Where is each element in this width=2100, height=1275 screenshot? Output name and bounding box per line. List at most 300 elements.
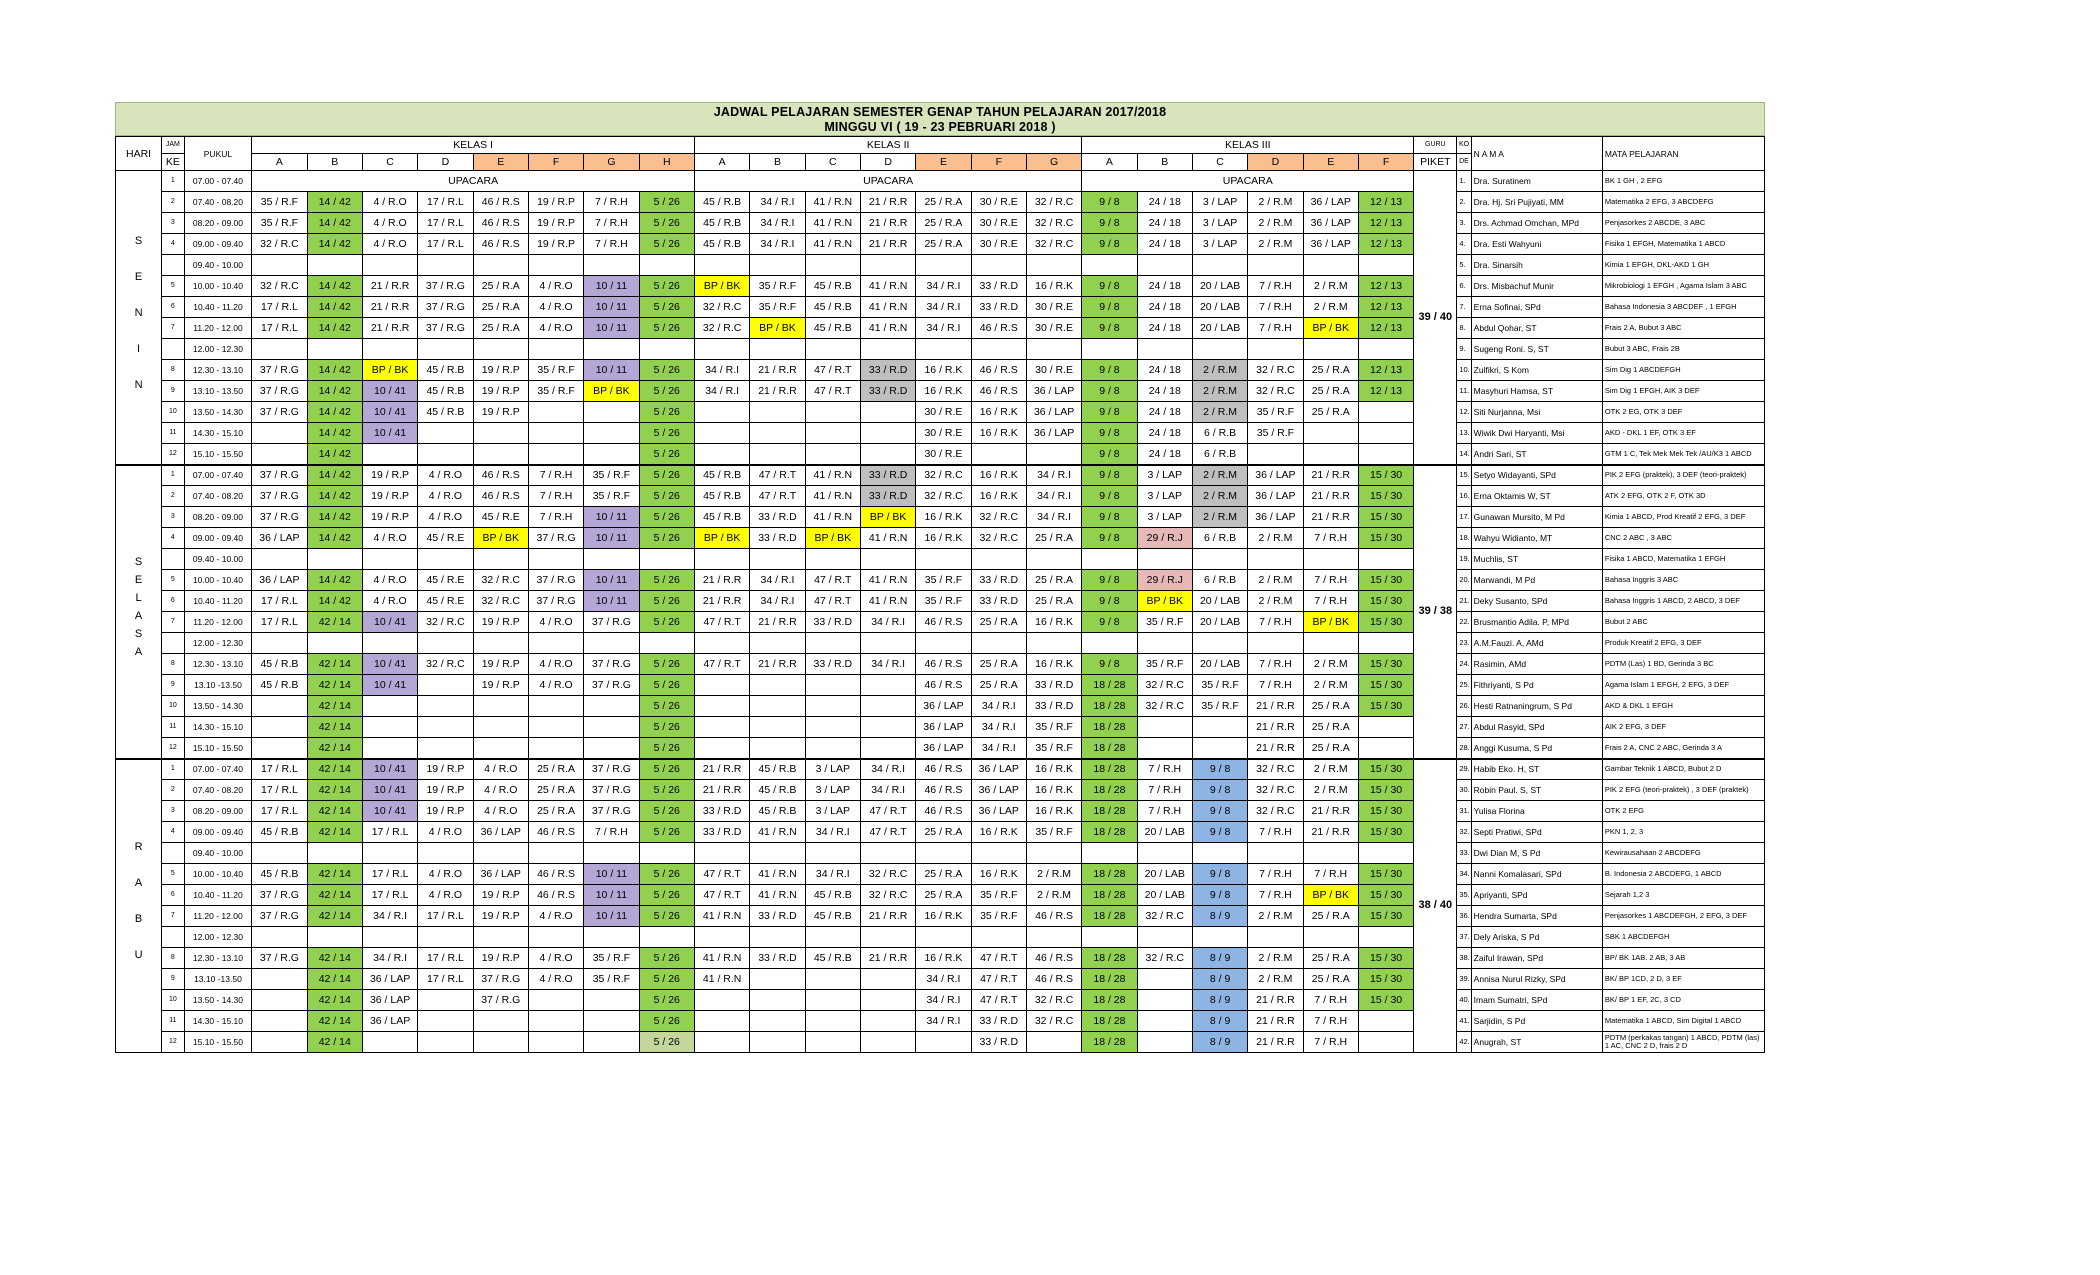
lesson-cell <box>252 990 307 1011</box>
jam-ke: 9 <box>162 381 185 402</box>
lesson-cell: 41 / R.N <box>860 276 915 297</box>
jam-ke <box>162 927 185 948</box>
lesson-cell: 19 / R.P <box>418 759 473 780</box>
lesson-cell <box>860 402 915 423</box>
lesson-cell: 7 / R.H <box>1137 759 1192 780</box>
schedule-row <box>116 486 1765 507</box>
lesson-cell <box>1137 927 1192 948</box>
lesson-cell: 47 / R.T <box>805 360 860 381</box>
lesson-cell <box>584 843 639 864</box>
lesson-cell <box>750 1032 805 1053</box>
lesson-cell: 25 / R.A <box>916 234 971 255</box>
lesson-cell: 32 / R.C <box>1248 780 1303 801</box>
lesson-cell <box>750 255 805 276</box>
lesson-cell: 25 / R.A <box>971 675 1026 696</box>
lesson-cell: 32 / R.C <box>971 528 1026 549</box>
lesson-cell: 21 / R.R <box>860 906 915 927</box>
schedule-row <box>116 360 1765 381</box>
upacara-k3: UPACARA <box>1082 171 1414 192</box>
teacher-code: 35. <box>1457 885 1471 906</box>
lesson-cell <box>750 927 805 948</box>
lesson-cell <box>694 1032 749 1053</box>
teacher-code: 6. <box>1457 276 1471 297</box>
lesson-cell: 45 / R.B <box>750 759 805 780</box>
lesson-cell: 18 / 28 <box>1082 990 1137 1011</box>
lesson-cell <box>584 423 639 444</box>
teacher-subjects: Penjasorkes 2 ABCDE, 3 ABC <box>1602 213 1764 234</box>
lesson-cell: 21 / R.R <box>362 276 417 297</box>
teacher-name: Erna Sofinai, SPd <box>1471 297 1602 318</box>
schedule-row <box>116 213 1765 234</box>
upacara-k2: UPACARA <box>694 171 1081 192</box>
lesson-cell: 35 / R.F <box>750 276 805 297</box>
lesson-cell: 3 / LAP <box>1137 507 1192 528</box>
jam-ke: 11 <box>162 423 185 444</box>
lesson-cell: 47 / R.T <box>805 570 860 591</box>
lesson-cell: 9 / 8 <box>1082 444 1137 465</box>
lesson-cell: 7 / R.H <box>1303 528 1358 549</box>
lesson-cell <box>1248 339 1303 360</box>
lesson-cell: 46 / R.S <box>916 675 971 696</box>
lesson-cell: 5 / 26 <box>639 696 694 717</box>
lesson-cell: 15 / 30 <box>1358 528 1413 549</box>
teacher-subjects: Penjasorkes 1 ABCDEFGH, 2 EFG, 3 DEF <box>1602 906 1764 927</box>
lesson-cell <box>805 549 860 570</box>
schedule-row <box>116 780 1765 801</box>
lesson-cell <box>1358 927 1413 948</box>
teacher-subjects: Bahasa Inggris 3 ABC <box>1602 570 1764 591</box>
lesson-cell <box>1248 255 1303 276</box>
header-kelas-3: KELAS III <box>1082 137 1414 154</box>
jam-ke: 3 <box>162 213 185 234</box>
lesson-cell <box>473 444 528 465</box>
lesson-cell <box>971 549 1026 570</box>
teacher-code: 11. <box>1457 381 1471 402</box>
lesson-cell: 17 / R.L <box>362 822 417 843</box>
lesson-cell: 17 / R.L <box>362 885 417 906</box>
lesson-cell: 4 / R.O <box>418 822 473 843</box>
day-name: S E N I N <box>132 234 145 397</box>
lesson-cell: 41 / R.N <box>860 591 915 612</box>
lesson-cell: 32 / R.C <box>860 885 915 906</box>
lesson-cell: 30 / R.E <box>971 213 1026 234</box>
teacher-code: 25. <box>1457 675 1471 696</box>
lesson-cell <box>473 633 528 654</box>
lesson-cell: 45 / R.B <box>418 360 473 381</box>
teacher-subjects: SBK 1 ABCDEFGH <box>1602 927 1764 948</box>
lesson-cell: 21 / R.R <box>750 360 805 381</box>
lesson-cell <box>639 633 694 654</box>
lesson-cell <box>418 444 473 465</box>
lesson-cell: 41 / R.N <box>805 486 860 507</box>
lesson-cell: 25 / R.A <box>528 801 583 822</box>
lesson-cell: 33 / R.D <box>750 507 805 528</box>
lesson-cell: 19 / R.P <box>473 612 528 633</box>
lesson-cell: 47 / R.T <box>860 822 915 843</box>
lesson-cell: 34 / R.I <box>860 654 915 675</box>
lesson-cell: 45 / R.B <box>694 465 749 486</box>
lesson-cell: 4 / R.O <box>528 969 583 990</box>
lesson-cell: 9 / 8 <box>1082 486 1137 507</box>
lesson-cell: 10 / 41 <box>362 612 417 633</box>
lesson-cell: 35 / R.F <box>252 213 307 234</box>
pukul: 10.00 - 10.40 <box>184 276 252 297</box>
schedule-row <box>116 738 1765 759</box>
pukul: 11.20 - 12.00 <box>184 318 252 339</box>
jam-ke: 4 <box>162 234 185 255</box>
lesson-cell: 18 / 28 <box>1082 822 1137 843</box>
lesson-cell: 21 / R.R <box>1248 1011 1303 1032</box>
lesson-cell: 42 / 14 <box>307 906 362 927</box>
lesson-cell: 20 / LAB <box>1192 654 1247 675</box>
schedule-row <box>116 927 1765 948</box>
lesson-cell <box>584 402 639 423</box>
schedule-row <box>116 171 1765 192</box>
lesson-cell: 12 / 13 <box>1358 297 1413 318</box>
teacher-name: Wahyu Widianto, MT <box>1471 528 1602 549</box>
lesson-cell: 34 / R.I <box>694 381 749 402</box>
lesson-cell: 5 / 26 <box>639 507 694 528</box>
lesson-cell: 7 / R.H <box>1303 990 1358 1011</box>
lesson-cell: 37 / R.G <box>584 759 639 780</box>
lesson-cell: 20 / LAB <box>1192 276 1247 297</box>
lesson-cell: 4 / R.O <box>418 465 473 486</box>
header-kelas-2: KELAS II <box>694 137 1081 154</box>
lesson-cell: 7 / R.H <box>528 486 583 507</box>
jam-ke: 6 <box>162 591 185 612</box>
lesson-cell: 16 / R.K <box>1026 276 1081 297</box>
lesson-cell: 7 / R.H <box>1303 591 1358 612</box>
lesson-cell: 6 / R.B <box>1192 528 1247 549</box>
lesson-cell: 46 / R.S <box>971 360 1026 381</box>
lesson-cell <box>362 255 417 276</box>
teacher-name: Marwandi, M Pd <box>1471 570 1602 591</box>
lesson-cell: 32 / R.C <box>971 507 1026 528</box>
lesson-cell: 46 / R.S <box>1026 948 1081 969</box>
lesson-cell <box>860 990 915 1011</box>
lesson-cell: 19 / R.P <box>473 906 528 927</box>
teacher-code: 27. <box>1457 717 1471 738</box>
lesson-cell: 30 / R.E <box>916 423 971 444</box>
teacher-subjects: Bubut 2 ABC <box>1602 612 1764 633</box>
lesson-cell: 10 / 11 <box>584 507 639 528</box>
lesson-cell: 46 / R.S <box>528 885 583 906</box>
lesson-cell: 34 / R.I <box>1026 486 1081 507</box>
lesson-cell <box>694 423 749 444</box>
pukul: 12.30 - 13.10 <box>184 654 252 675</box>
lesson-cell: 4 / R.O <box>362 528 417 549</box>
lesson-cell: 7 / R.H <box>1303 1032 1358 1053</box>
lesson-cell: 16 / R.K <box>1026 780 1081 801</box>
lesson-cell <box>1192 738 1247 759</box>
teacher-subjects: BK/ BP 1CD, 2 D, 3 EF <box>1602 969 1764 990</box>
header-k3-F: F <box>1358 154 1413 171</box>
lesson-cell: 5 / 26 <box>639 444 694 465</box>
lesson-cell: 47 / R.T <box>860 801 915 822</box>
schedule-table <box>115 136 1765 1053</box>
lesson-cell <box>1303 927 1358 948</box>
jam-ke <box>162 339 185 360</box>
lesson-cell: 30 / R.E <box>1026 318 1081 339</box>
lesson-cell: 34 / R.I <box>916 318 971 339</box>
lesson-cell: 25 / R.A <box>971 654 1026 675</box>
lesson-cell <box>307 339 362 360</box>
lesson-cell: 35 / R.F <box>916 591 971 612</box>
lesson-cell: 4 / R.O <box>362 213 417 234</box>
lesson-cell <box>750 696 805 717</box>
lesson-cell <box>805 423 860 444</box>
lesson-cell <box>860 1032 915 1053</box>
lesson-cell: 14 / 42 <box>307 297 362 318</box>
lesson-cell <box>362 717 417 738</box>
lesson-cell <box>252 969 307 990</box>
teacher-subjects: Matematika 1 ABCD, Sim Digital 1 ABCD <box>1602 1011 1764 1032</box>
lesson-cell: 32 / R.C <box>694 297 749 318</box>
lesson-cell: 25 / R.A <box>1303 717 1358 738</box>
lesson-cell <box>860 927 915 948</box>
lesson-cell <box>473 738 528 759</box>
lesson-cell: 10 / 41 <box>362 423 417 444</box>
schedule-row <box>116 234 1765 255</box>
lesson-cell: 4 / R.O <box>473 780 528 801</box>
lesson-cell: 20 / LAB <box>1192 297 1247 318</box>
lesson-cell <box>1303 843 1358 864</box>
lesson-cell: 47 / R.T <box>694 885 749 906</box>
lesson-cell: 37 / R.G <box>584 675 639 696</box>
lesson-cell: 5 / 26 <box>639 381 694 402</box>
lesson-cell <box>418 1011 473 1032</box>
lesson-cell <box>528 717 583 738</box>
lesson-cell: 15 / 30 <box>1358 654 1413 675</box>
lesson-cell: 37 / R.G <box>252 402 307 423</box>
lesson-cell <box>860 675 915 696</box>
pukul: 09.40 - 10.00 <box>184 843 252 864</box>
jam-ke: 7 <box>162 906 185 927</box>
lesson-cell: 33 / R.D <box>694 801 749 822</box>
lesson-cell: 35 / R.F <box>584 465 639 486</box>
lesson-cell: 10 / 41 <box>362 402 417 423</box>
lesson-cell: 19 / R.P <box>473 885 528 906</box>
lesson-cell: 32 / R.C <box>860 864 915 885</box>
lesson-cell: 37 / R.G <box>252 906 307 927</box>
lesson-cell: 25 / R.A <box>916 822 971 843</box>
schedule-row <box>116 591 1765 612</box>
lesson-cell: 46 / R.S <box>916 654 971 675</box>
lesson-cell: 42 / 14 <box>307 654 362 675</box>
lesson-cell <box>750 402 805 423</box>
teacher-code: 39. <box>1457 969 1471 990</box>
lesson-cell: 9 / 8 <box>1192 885 1247 906</box>
lesson-cell: 35 / R.F <box>1026 822 1081 843</box>
lesson-cell: 17 / R.L <box>418 213 473 234</box>
lesson-cell: 33 / R.D <box>750 906 805 927</box>
lesson-cell: 46 / R.S <box>473 486 528 507</box>
lesson-cell <box>639 927 694 948</box>
lesson-cell <box>1082 255 1137 276</box>
lesson-cell: 37 / R.G <box>473 969 528 990</box>
header-de: DE <box>1457 154 1471 171</box>
lesson-cell: 45 / R.B <box>694 234 749 255</box>
pukul: 12.00 - 12.30 <box>184 339 252 360</box>
pukul: 12.00 - 12.30 <box>184 927 252 948</box>
teacher-name: Dra. Hj. Sri Pujiyati, MM <box>1471 192 1602 213</box>
teacher-code: 18. <box>1457 528 1471 549</box>
lesson-cell: 35 / R.F <box>1137 612 1192 633</box>
lesson-cell: 5 / 26 <box>639 1032 694 1053</box>
lesson-cell: 36 / LAP <box>1248 465 1303 486</box>
lesson-cell <box>1082 549 1137 570</box>
lesson-cell: 2 / R.M <box>1192 465 1247 486</box>
lesson-cell <box>916 339 971 360</box>
lesson-cell: 18 / 28 <box>1082 969 1137 990</box>
lesson-cell: 5 / 26 <box>639 906 694 927</box>
lesson-cell: 19 / R.P <box>473 360 528 381</box>
lesson-cell <box>860 738 915 759</box>
header-k2-B: B <box>750 154 805 171</box>
teacher-name: Yulisa Florina <box>1471 801 1602 822</box>
lesson-cell: BP / BK <box>860 507 915 528</box>
lesson-cell: 4 / R.O <box>473 759 528 780</box>
lesson-cell: 6 / R.B <box>1192 423 1247 444</box>
lesson-cell: 24 / 18 <box>1137 318 1192 339</box>
lesson-cell: 42 / 14 <box>307 801 362 822</box>
header-hari: HARI <box>116 137 162 171</box>
lesson-cell: 10 / 41 <box>362 801 417 822</box>
lesson-cell <box>860 339 915 360</box>
lesson-cell <box>528 444 583 465</box>
header-k3-A: A <box>1082 154 1137 171</box>
lesson-cell: 14 / 42 <box>307 486 362 507</box>
lesson-cell: 32 / R.C <box>1026 990 1081 1011</box>
teacher-code: 26. <box>1457 696 1471 717</box>
lesson-cell: 5 / 26 <box>639 234 694 255</box>
lesson-cell: BP / BK <box>1303 612 1358 633</box>
schedule-row <box>116 885 1765 906</box>
jam-ke: 7 <box>162 612 185 633</box>
lesson-cell: 34 / R.I <box>860 780 915 801</box>
teacher-subjects: Bahasa Inggris 1 ABCD, 2 ABCD, 3 DEF <box>1602 591 1764 612</box>
lesson-cell: 19 / R.P <box>528 213 583 234</box>
lesson-cell: 20 / LAB <box>1192 318 1247 339</box>
lesson-cell: 35 / R.F <box>584 969 639 990</box>
lesson-cell: 7 / R.H <box>1137 780 1192 801</box>
lesson-cell: 35 / R.F <box>528 381 583 402</box>
pukul: 13.10 -13.50 <box>184 969 252 990</box>
lesson-cell <box>971 444 1026 465</box>
lesson-cell: 46 / R.S <box>971 381 1026 402</box>
lesson-cell: 35 / R.F <box>1248 402 1303 423</box>
header-jam: JAM <box>162 137 185 154</box>
lesson-cell: 9 / 8 <box>1082 276 1137 297</box>
lesson-cell: BP / BK <box>694 276 749 297</box>
teacher-code: 20. <box>1457 570 1471 591</box>
teacher-code: 15. <box>1457 465 1471 486</box>
pukul: 14.30 - 15.10 <box>184 1011 252 1032</box>
lesson-cell <box>1082 633 1137 654</box>
teacher-name: Annisa Nurul Rizky, SPd <box>1471 969 1602 990</box>
lesson-cell <box>805 255 860 276</box>
lesson-cell: 41 / R.N <box>860 528 915 549</box>
title-line-1: JADWAL PELAJARAN SEMESTER GENAP TAHUN PELAJARAN 2017/2018 <box>713 105 1167 119</box>
lesson-cell: 37 / R.G <box>584 780 639 801</box>
lesson-cell: 5 / 26 <box>639 612 694 633</box>
lesson-cell: 46 / R.S <box>916 759 971 780</box>
lesson-cell: 12 / 13 <box>1358 381 1413 402</box>
header-k2-C: C <box>805 154 860 171</box>
lesson-cell: 20 / LAB <box>1192 612 1247 633</box>
lesson-cell: 46 / R.S <box>916 801 971 822</box>
lesson-cell: BP / BK <box>750 318 805 339</box>
lesson-cell: 2 / R.M <box>1303 654 1358 675</box>
teacher-name: Anugrah, ST <box>1471 1032 1602 1053</box>
teacher-subjects: Fisika 1 EFGH, Matematika 1 ABCD <box>1602 234 1764 255</box>
lesson-cell: 2 / R.M <box>1248 969 1303 990</box>
lesson-cell: 35 / R.F <box>584 486 639 507</box>
lesson-cell: 47 / R.T <box>750 486 805 507</box>
teacher-code: 19. <box>1457 549 1471 570</box>
lesson-cell <box>252 633 307 654</box>
lesson-cell: 41 / R.N <box>750 822 805 843</box>
lesson-cell: 16 / R.K <box>916 360 971 381</box>
lesson-cell <box>584 717 639 738</box>
lesson-cell <box>1137 717 1192 738</box>
lesson-cell: 45 / R.B <box>805 885 860 906</box>
jam-ke: 11 <box>162 1011 185 1032</box>
lesson-cell <box>1303 255 1358 276</box>
lesson-cell: 7 / R.H <box>1137 801 1192 822</box>
lesson-cell: 25 / R.A <box>1303 360 1358 381</box>
lesson-cell: 25 / R.A <box>528 780 583 801</box>
lesson-cell: 32 / R.C <box>1248 801 1303 822</box>
lesson-cell: 10 / 11 <box>584 528 639 549</box>
lesson-cell: 34 / R.I <box>971 696 1026 717</box>
lesson-cell <box>1026 927 1081 948</box>
teacher-code: 2. <box>1457 192 1471 213</box>
teacher-subjects: ATK 2 EFG, OTK 2 F, OTK 3D <box>1602 486 1764 507</box>
lesson-cell: 10 / 11 <box>584 885 639 906</box>
jam-ke: 4 <box>162 822 185 843</box>
schedule-row <box>116 948 1765 969</box>
lesson-cell: 41 / R.N <box>694 906 749 927</box>
teacher-subjects: PDTM (Las) 1 BD, Gerinda 3 BC <box>1602 654 1764 675</box>
lesson-cell: 9 / 8 <box>1082 507 1137 528</box>
lesson-cell: 5 / 26 <box>639 780 694 801</box>
lesson-cell: 45 / R.B <box>252 822 307 843</box>
lesson-cell: 25 / R.A <box>1303 402 1358 423</box>
lesson-cell: 36 / LAP <box>916 717 971 738</box>
lesson-cell: 37 / R.G <box>418 318 473 339</box>
lesson-cell <box>971 633 1026 654</box>
lesson-cell: 29 / R.J <box>1137 570 1192 591</box>
lesson-cell <box>805 990 860 1011</box>
lesson-cell <box>1358 1032 1413 1053</box>
lesson-cell: BP / BK <box>473 528 528 549</box>
schedule-row <box>116 549 1765 570</box>
lesson-cell: 3 / LAP <box>805 780 860 801</box>
lesson-cell: 36 / LAP <box>1303 192 1358 213</box>
lesson-cell <box>971 339 1026 360</box>
lesson-cell: 30 / R.E <box>1026 360 1081 381</box>
lesson-cell: 35 / R.F <box>252 192 307 213</box>
lesson-cell: 14 / 42 <box>307 360 362 381</box>
lesson-cell <box>252 843 307 864</box>
lesson-cell: 14 / 42 <box>307 192 362 213</box>
header-k1-C: C <box>362 154 417 171</box>
lesson-cell: 25 / R.A <box>1303 906 1358 927</box>
lesson-cell: 41 / R.N <box>805 192 860 213</box>
lesson-cell <box>694 675 749 696</box>
lesson-cell: 32 / R.C <box>1026 1011 1081 1032</box>
